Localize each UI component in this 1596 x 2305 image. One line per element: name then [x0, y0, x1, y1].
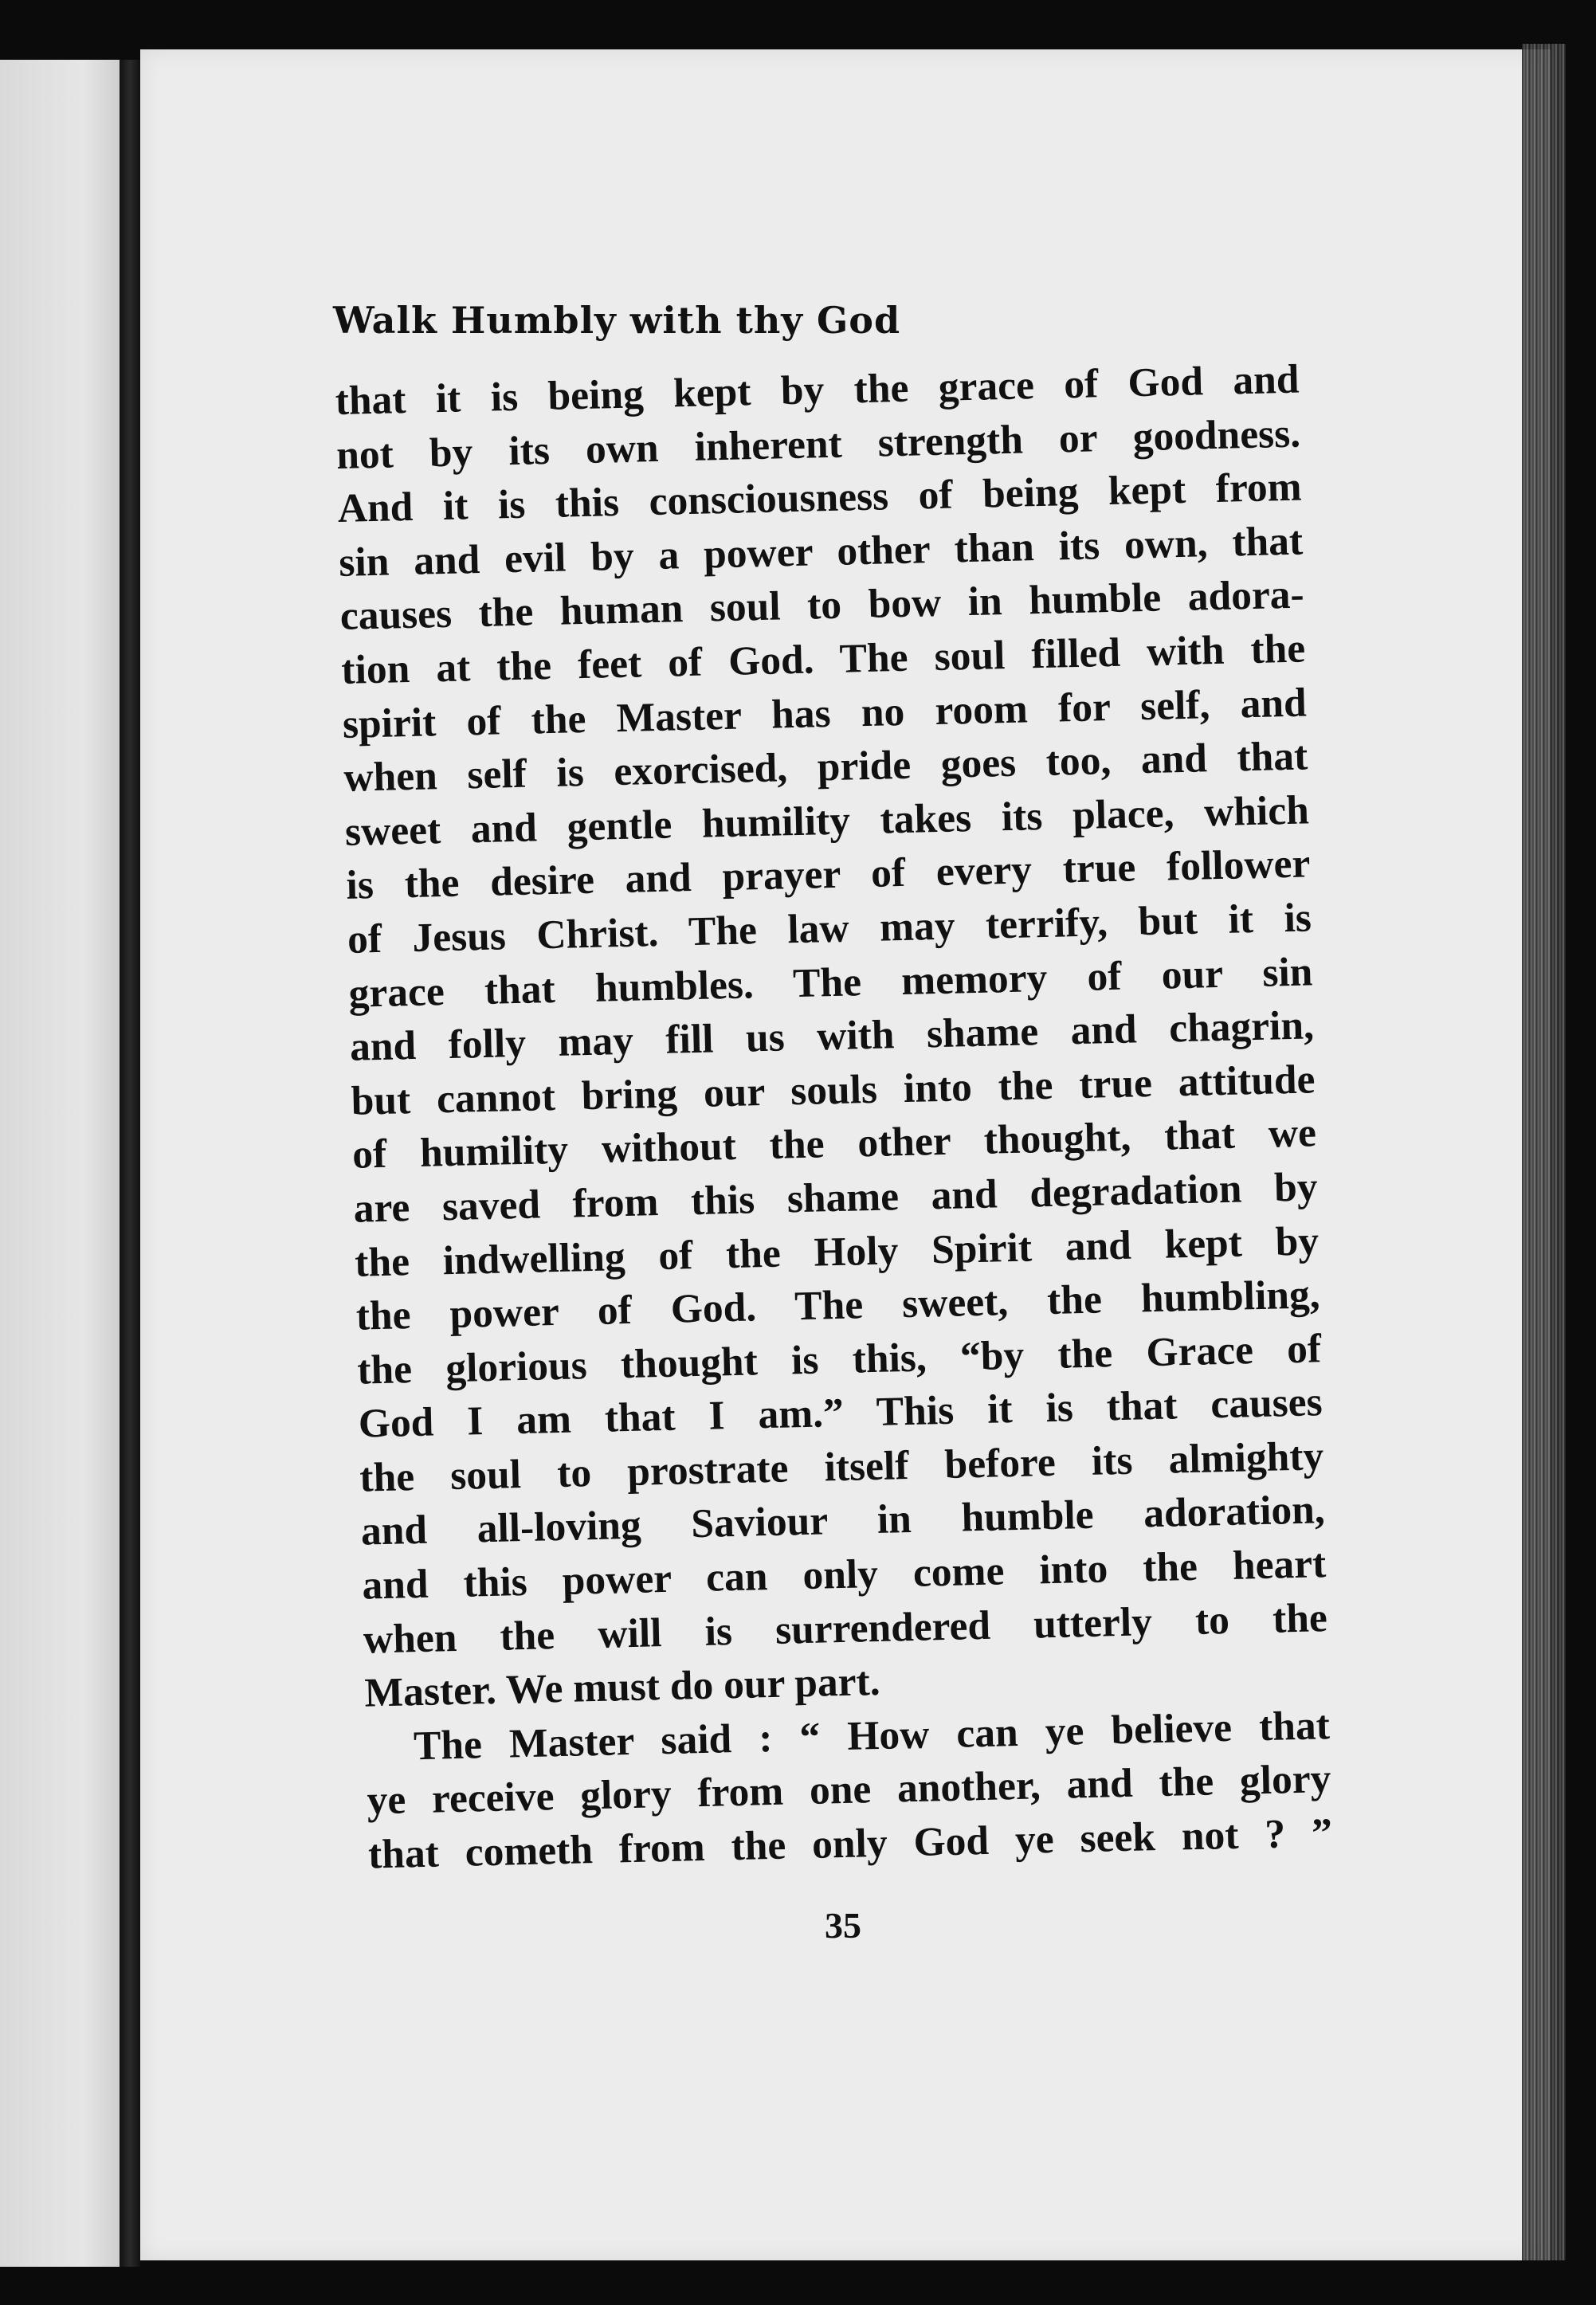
text-line: causes the human soul to bow in humble adora- [339, 571, 1305, 640]
page-stack-edge [1522, 44, 1566, 2267]
text-line: sin and evil by a power other than its own, that [338, 518, 1304, 586]
text-line: are saved from this shame and degradation by [353, 1164, 1319, 1232]
text-line: the power of God. The sweet, the humbling, [355, 1272, 1321, 1339]
text-line: and all-loving Saviour in humble adoration, [360, 1487, 1326, 1555]
text-line: and folly may fill us with shame and chagrin, [349, 1002, 1315, 1070]
text-line: when the will is surrendered utterly to the [363, 1594, 1328, 1663]
text-line: And it is this consciousness of being kept from [337, 464, 1303, 532]
text-line: spirit of the Master has no room for self, and [342, 680, 1308, 747]
text-line: and this power can only come into the heart [361, 1541, 1327, 1609]
text-line: God I am that I am.” This it is that causes [358, 1379, 1323, 1447]
text-line: Master. We must do our part. [363, 1659, 881, 1716]
book-gutter [120, 60, 140, 2267]
text-line: the indwelling of the Holy Spirit and kept by [354, 1217, 1320, 1286]
text-line: that cometh from the only God ye seek not ? ” [367, 1810, 1333, 1878]
text-line: tion at the feet of God. The soul filled with the [340, 625, 1306, 693]
body-text [335, 353, 1333, 1883]
text-line: sweet and gentle humility takes its place, which [344, 787, 1310, 855]
text-line: of humility without the other thought, that we [351, 1110, 1317, 1178]
text-line: that it is being kept by the grace of God and [335, 356, 1300, 424]
text-line: grace that humbles. The memory of our sin [347, 948, 1313, 1017]
text-line: the soul to prostrate itself before its almighty [359, 1433, 1324, 1501]
text-line: not by its own inherent strength or goodness. [335, 410, 1301, 478]
bottom-border [140, 2260, 1567, 2305]
running-head: Walk Humbly with thy God [333, 299, 901, 342]
text-line: of Jesus Christ. The law may terrify, but it is [347, 895, 1312, 962]
text-line: ye receive glory from one another, and the glory [366, 1756, 1331, 1824]
text-line: is the desire and prayer of every true follower [345, 841, 1311, 909]
facing-page-edge [0, 60, 120, 2267]
page-number: 35 [825, 1905, 861, 1946]
text-line: The Master said : “ How can ye believe that [413, 1702, 1331, 1770]
text-line: when self is exorcised, pride goes too, and that [343, 733, 1308, 802]
text-line: but cannot bring our souls into the true attitude [351, 1056, 1316, 1124]
text-line: the glorious thought is this, “by the Grace of [356, 1325, 1322, 1394]
